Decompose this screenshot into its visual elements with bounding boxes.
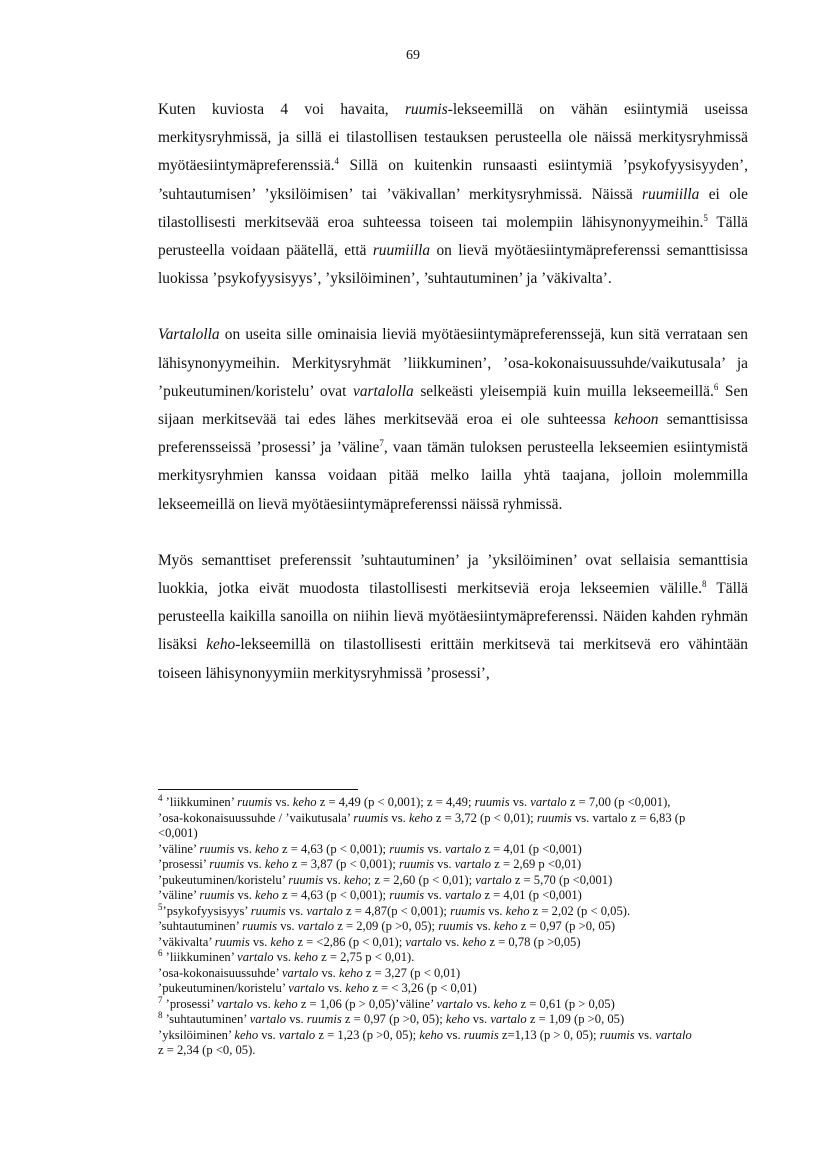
text-run: -lekseemillä on tilastollisesti erittäin merkitsevä tai merkitsevä ero vähintään toiseen lähisynonyymiin merkitysryhmissä ’prosessi’, — [158, 636, 749, 682]
text-run: z = 7,00 (p <0,001), — [566, 795, 671, 809]
footnote-line — [158, 919, 758, 935]
text-run: z = 2,75 p < 0,01). — [317, 950, 415, 964]
text-run: vs. — [285, 903, 307, 918]
text-run: vs. — [424, 841, 445, 856]
italic-term: keho — [255, 841, 279, 856]
footnote-ref: 7 — [379, 438, 384, 449]
italic-term: ruumis — [306, 1012, 342, 1026]
italic-term: vartalo — [297, 919, 335, 933]
text-run: vs. — [253, 996, 274, 1011]
footnote-line — [158, 842, 758, 858]
text-run: z = 4,01 (p <0,001) — [481, 841, 582, 856]
footnote-line — [158, 1028, 758, 1044]
italic-term: keho — [255, 888, 279, 902]
text-run: ’psykofyysisyys’ — [162, 903, 251, 918]
footnote-line — [158, 966, 758, 982]
italic-term: vartalo — [530, 795, 567, 809]
italic-term: ruumiilla — [372, 242, 431, 260]
text-run: vs. — [485, 903, 506, 918]
italic-term: keho — [493, 996, 518, 1011]
footnote-ref: 6 — [158, 947, 163, 958]
text-run: vs. — [324, 981, 346, 995]
footnote-line — [158, 826, 758, 842]
italic-term: vartalo — [436, 996, 473, 1011]
italic-term: ruumis — [438, 919, 474, 933]
italic-term: keho — [343, 872, 368, 887]
footnote-line — [158, 935, 758, 951]
italic-term: vartalo — [288, 981, 325, 995]
text-run: z = < 3,26 (p < 0,01) — [369, 981, 477, 995]
text-run: vs. — [434, 857, 455, 871]
text-run: vs. — [273, 950, 295, 964]
italic-term: keho — [419, 1027, 444, 1042]
italic-term: vartalo — [444, 841, 482, 856]
italic-term: vartalo — [475, 872, 512, 887]
italic-term: vartalo — [281, 965, 319, 980]
text-run: vs. — [472, 996, 494, 1011]
italic-term: ruumis — [474, 795, 510, 809]
text-run: z = 0,61 (p > 0,05) — [517, 996, 615, 1011]
italic-term: ruumis — [242, 919, 278, 933]
text-run: <0,001) — [158, 826, 198, 840]
text-run: vs. — [424, 888, 445, 902]
text-run: Myös semanttiset preferenssit ’suhtautuminen’ ja ’yksilöiminen’ ovat sellaisia semanttisia luokkia, jotka eivät muodosta tilastollisesti merkitseviä eroja lekseemien välille. — [158, 551, 748, 598]
italic-term: keho — [206, 636, 236, 654]
text-run: z = 4,63 (p < 0,001); — [278, 841, 390, 856]
footnote-ref: 5 — [703, 212, 708, 223]
text-run: ’pukeutuminen/koristelu’ — [158, 872, 289, 887]
italic-term: ruumis — [599, 1027, 635, 1042]
italic-term: ruumis — [214, 934, 250, 949]
italic-term: ruumis — [237, 795, 273, 809]
text-run: Sen sijaan merkitsevää tai edes lähes merkitsevää eroa ei ole suhteessa — [158, 382, 749, 429]
italic-term: keho — [345, 981, 370, 995]
body-text — [158, 96, 748, 716]
text-run: vs. — [286, 1012, 307, 1026]
italic-term: keho — [294, 950, 318, 964]
text-run: ; z = 2,60 (p < 0,01); — [367, 872, 476, 887]
italic-term: vartalo — [655, 1027, 692, 1042]
italic-term: ruumis — [288, 872, 324, 887]
text-run: z = 3,87 (p < 0,001); — [288, 857, 400, 871]
footnote-line — [158, 981, 758, 997]
text-run: z = 0,97 (p >0, 05); — [341, 1012, 446, 1026]
text-run: Kuten kuviosta 4 voi havaita, — [158, 101, 405, 118]
italic-term: ruumis — [463, 1027, 499, 1042]
text-run: ’osa-kokonaisuussuhde’ — [158, 965, 282, 980]
text-run: ei ole tilastollisesti merkitsevää eroa suhteessa toiseen tai molempiin lähisynonyymeihin. — [158, 185, 748, 231]
italic-term: keho — [292, 795, 317, 809]
text-run: z = 2,69 p <0,01) — [491, 857, 582, 871]
italic-term: vartalo — [306, 903, 343, 918]
text-run: vs. — [249, 934, 271, 949]
text-run: Sillä on kuitenkin runsaasti esiintymiä ’psykofyysisyyden’, ’suhtautumisen’ ’yksilöimisen’ tai ’väkivallan’ merkitysryhmissä. Näissä — [158, 157, 748, 203]
text-run: vs. — [234, 888, 256, 902]
italic-term: keho — [408, 810, 433, 825]
italic-term: vartalolla — [353, 382, 414, 400]
italic-term: vartalo — [405, 934, 442, 949]
italic-term: vartalo — [216, 996, 254, 1011]
italic-term: ruumis — [250, 903, 286, 918]
footnote-line — [158, 1043, 758, 1059]
footnote-ref: 5 — [158, 901, 163, 912]
page-number: 69 — [406, 48, 420, 63]
text-run: vs. — [244, 857, 265, 871]
italic-term: ruumiilla — [642, 185, 700, 203]
footnotes — [158, 792, 758, 1059]
italic-term: keho — [505, 903, 530, 918]
italic-term: ruumis — [353, 810, 389, 825]
text-run: vs. — [388, 810, 409, 825]
text-run: z = 3,72 (p < 0,01); — [432, 810, 537, 825]
text-run: ’suhtautuminen’ — [162, 1012, 250, 1026]
text-run: vs. — [318, 965, 339, 980]
text-run: ’väkivalta’ — [158, 934, 215, 949]
text-run: vs. — [258, 1027, 279, 1042]
text-run: ’liikkuminen’ — [162, 950, 238, 964]
text-run: z=1,13 (p > 0, 05); — [498, 1027, 600, 1042]
footnote-ref: 7 — [158, 994, 163, 1005]
paragraph — [158, 547, 748, 688]
text-run: vs. — [272, 795, 293, 809]
text-run: z = 4,49 (p < 0,001); z = 4,49; — [316, 795, 475, 809]
text-run: z = 0,97 (p >0, 05) — [517, 919, 616, 933]
footnote-ref: 8 — [158, 1009, 163, 1020]
text-run: on useita sille ominaisia lieviä myötäesiintymäpreferenssejä, kun sitä verrataan sen lähisynonyymeihin. Merkitysryhmät ’liikkuminen’, ’osa-kokonaisuussuhde/vaikutusala’ ja ’pukeutuminen/koristelu’ ovat — [158, 326, 748, 400]
italic-term: ruumis — [199, 841, 235, 856]
text-run: ’yksilöiminen’ — [158, 1027, 235, 1042]
italic-term: ruumis — [209, 857, 245, 871]
italic-term: ruumis — [389, 888, 425, 902]
text-run: z = 4,87(p < 0,001); — [342, 903, 451, 918]
footnote-line — [158, 947, 758, 966]
text-run: vs. — [634, 1027, 656, 1042]
italic-term: ruumis — [399, 857, 435, 871]
italic-term: ruumis — [536, 810, 572, 825]
text-run: , vaan tämän tuloksen perusteella lekseemien esiintymistä merkitysryhmien kanssa voidaan pitää melko lailla yhtä taajana, jolloin molemmilla lekseemeillä on lievä myötäesiintymäpreferenssi näissä ryhmissä. — [158, 439, 749, 513]
italic-term: keho — [273, 996, 298, 1011]
text-run: vs. — [473, 919, 494, 933]
text-run: vs. — [323, 872, 344, 887]
footnote-line — [158, 901, 758, 920]
text-run: semanttisissa preferensseissä ’prosessi’ ja ’väline — [158, 411, 748, 457]
footnote-divider — [158, 789, 358, 790]
italic-term: Vartalolla — [158, 326, 220, 344]
text-run: z = 1,23 (p >0, 05); — [315, 1027, 420, 1042]
italic-term: vartalo — [249, 1012, 287, 1026]
footnote-line — [158, 873, 758, 889]
footnote-line — [158, 792, 758, 811]
footnote-line — [158, 811, 758, 827]
paragraph — [158, 321, 748, 518]
text-run: z = 2,34 (p <0, 05). — [158, 1043, 256, 1057]
italic-term: keho — [493, 919, 518, 933]
text-run: Tällä perusteella kaikilla sanoilla on niihin lievä myötäesiintymäpreferenssi. Näiden kahden ryhmän lisäksi — [158, 580, 748, 654]
text-run: z = 1,06 (p > 0,05)’väline’ — [297, 996, 437, 1011]
paragraph — [158, 96, 748, 293]
text-run: vs. — [469, 1012, 491, 1026]
text-run: ’pukeutuminen/koristelu’ — [158, 981, 289, 995]
text-run: z = 5,70 (p <0,001) — [511, 872, 613, 887]
footnote-ref: 4 — [334, 156, 340, 167]
footnote-ref: 6 — [713, 381, 719, 392]
italic-term: ruumis — [389, 841, 425, 856]
italic-term: ruumis — [404, 101, 448, 118]
footnote-line — [158, 857, 758, 873]
italic-term: ruumis — [450, 903, 486, 918]
footnote-line — [158, 888, 758, 904]
italic-term: keho — [234, 1027, 259, 1042]
text-run: z = 4,63 (p < 0,001); — [278, 888, 390, 902]
italic-term: vartalo — [490, 1012, 527, 1026]
text-run: z = 2,02 (p < 0,05). — [529, 903, 631, 918]
footnote-ref: 4 — [158, 792, 163, 803]
italic-term: kehoon — [614, 411, 659, 429]
text-run: z = 1,09 (p >0, 05) — [526, 1012, 625, 1026]
text-run: ’prosessi’ — [158, 857, 210, 871]
text-run: vs. vartalo z = 6,83 (p — [571, 810, 686, 825]
italic-term: vartalo — [454, 857, 492, 871]
text-run: vs. — [441, 934, 463, 949]
italic-term: keho — [338, 965, 363, 980]
text-run: vs. — [277, 919, 298, 933]
text-run: ’prosessi’ — [162, 996, 217, 1011]
text-run: z = 4,01 (p <0,001) — [481, 888, 582, 902]
italic-term: keho — [462, 934, 487, 949]
italic-term: vartalo — [237, 950, 274, 964]
text-run: ’väline’ — [158, 888, 200, 902]
footnote-ref: 8 — [701, 578, 707, 589]
italic-term: keho — [270, 934, 295, 949]
text-run: z = 2,09 (p >0, 05); — [334, 919, 439, 933]
text-run: ’osa-kokonaisuussuhde / ’vaikutusala’ — [158, 810, 354, 825]
footnote-line — [158, 994, 758, 1013]
italic-term: vartalo — [278, 1027, 316, 1042]
text-run: z = 3,27 (p < 0,01) — [362, 965, 461, 980]
text-run: ’väline’ — [158, 841, 200, 856]
text-run: Tällä perusteella voidaan päätellä, että — [158, 213, 748, 260]
footnote-line — [158, 1009, 758, 1028]
italic-term: vartalo — [444, 888, 482, 902]
italic-term: keho — [264, 857, 289, 871]
text-run: z = 0,78 (p >0,05) — [486, 934, 581, 949]
text-run: on lievä myötäesiintymäpreferenssi semanttisissa luokissa ’psykofyysisyys’, ’yksilöiminen’, ’suhtautuminen’ ja ’väkivalta’. — [158, 242, 748, 288]
text-run: vs. — [234, 841, 256, 856]
text-run: z = <2,86 (p < 0,01); — [294, 934, 406, 949]
italic-term: keho — [445, 1012, 470, 1026]
text-run: selkeästi yleisempiä kuin muilla lekseemeillä. — [413, 382, 714, 400]
text-run: ’suhtautuminen’ — [158, 919, 243, 933]
text-run: vs. — [509, 795, 531, 809]
text-run: -lekseemillä on vähän esiintymiä useissa merkitysryhmissä, ja sillä ei tilastollisen testauksen perusteella ole näissä merkitysryhmissä myötäesiintymäpreferenssiä. — [158, 101, 748, 175]
text-run: vs. — [443, 1027, 464, 1042]
text-run: ’liikkuminen’ — [162, 795, 238, 809]
italic-term: ruumis — [199, 888, 235, 902]
